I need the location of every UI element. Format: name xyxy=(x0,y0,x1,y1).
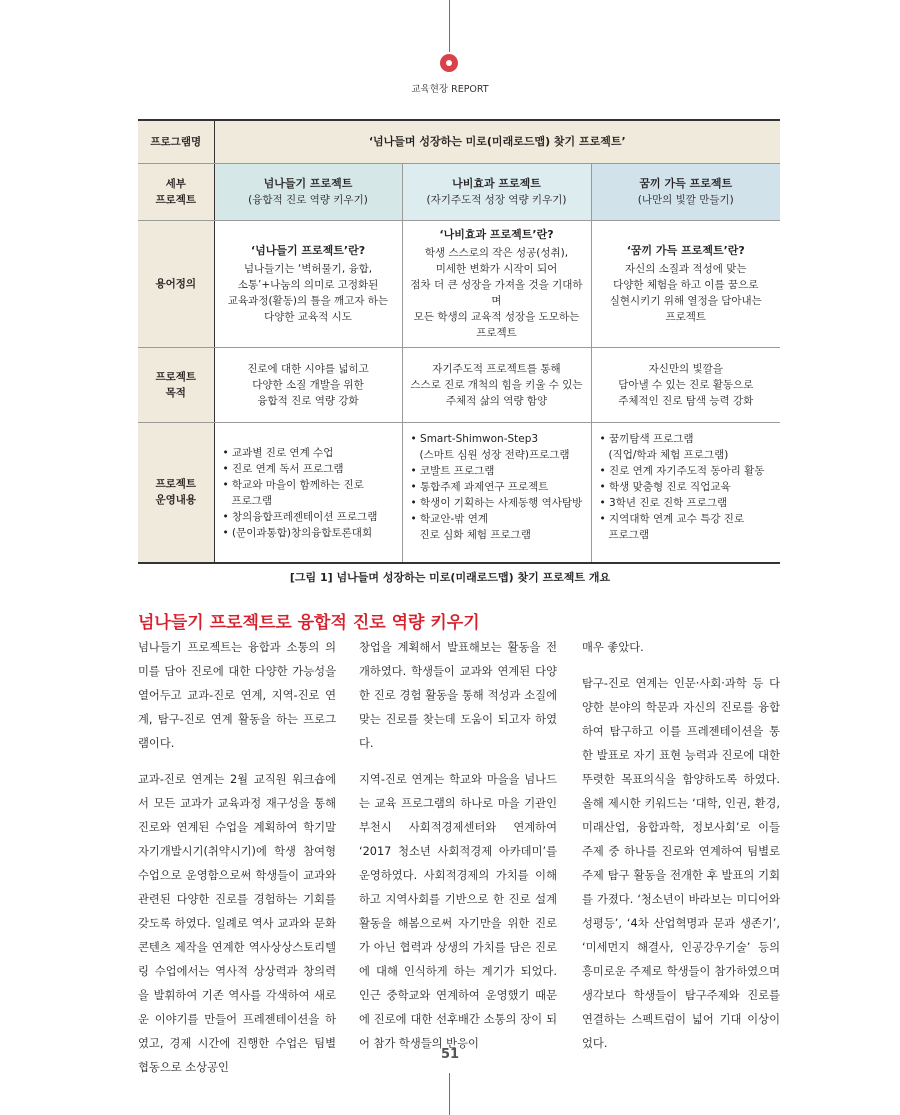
project-name: 넘나들기 프로젝트 xyxy=(263,176,353,190)
list-item: • 통합주제 과제연구 프로젝트 xyxy=(410,480,549,493)
figure-caption: [그림 1] 넘나들며 성장하는 미로(미래로드맵) 찾기 프로젝트 개요 xyxy=(289,571,611,584)
bottom-decorative-line xyxy=(449,1073,450,1115)
purpose-cell-3: 자신만의 빛깔을 담아낼 수 있는 진로 활동으로 주체적인 진로 탐색 능력 강화 xyxy=(591,347,780,422)
row-header-operations: 프로젝트 운영내용 xyxy=(138,422,214,563)
body-column-2 xyxy=(359,636,557,1068)
body-column-3 xyxy=(582,636,780,1068)
list-item: • 진로 연계 독서 프로그램 xyxy=(222,463,344,476)
project-name: 꿈끼 가득 프로젝트 xyxy=(639,176,733,190)
list-item: • 창의융합프레젠테이션 프로그램 xyxy=(222,511,378,524)
definition-cell-2 xyxy=(402,220,591,347)
list-item: • Smart-Shimwon-Step3 (스마트 심원 성장 전략)프로그램 xyxy=(410,432,570,461)
list-item: • 3학년 진로 진학 프로그램 xyxy=(599,496,728,509)
project-cell-1 xyxy=(214,163,402,220)
project-subtitle: (나만의 빛깔 만들기) xyxy=(637,193,734,206)
purpose-cell-2: 자기주도적 프로젝트를 통해 스스로 진로 개척의 힘을 키울 수 있는 주체적 삶의 역량 함양 xyxy=(402,347,591,422)
project-name: 나비효과 프로젝트 xyxy=(452,176,541,190)
list-item: • 학생 맞춤형 진로 직업교육 xyxy=(599,480,731,493)
program-title: ‘넘나들며 성장하는 미로(미래로드맵) 찾기 프로젝트’ xyxy=(214,120,780,163)
purpose-cell-1: 진로에 대한 시야를 넓히고 다양한 소질 개발을 위한 융합적 진로 역량 강화 xyxy=(214,347,402,422)
row-header-definition: 용어정의 xyxy=(138,220,214,347)
row-header-program: 프로그램명 xyxy=(138,120,214,163)
project-cell-2 xyxy=(402,163,591,220)
body-column-1 xyxy=(138,636,336,1092)
operations-cell-1 xyxy=(214,422,402,563)
project-subtitle: (자기주도적 성장 역량 키우기) xyxy=(426,193,567,206)
row-header-subprojects: 세부 프로젝트 xyxy=(138,163,214,220)
paragraph: 창업을 계획해서 발표해보는 활동을 전개하였다. 학생들이 교과와 연계된 다양한 진로 경험 활동을 통해 적성과 소질에 맞는 진로를 찾는데 도움이 되고자 하였다. xyxy=(359,641,557,750)
list-item: • 코발트 프로그램 xyxy=(410,464,495,477)
operations-cell-2 xyxy=(402,422,591,563)
section-title: 넘나들기 프로젝트로 융합적 진로 역량 키우기 xyxy=(138,613,480,633)
top-decorative-line xyxy=(449,0,450,52)
project-cell-3 xyxy=(591,163,780,220)
paragraph: 매우 좋았다. xyxy=(582,641,644,654)
section-marker-icon xyxy=(440,54,458,72)
row-header-purpose: 프로젝트 목적 xyxy=(138,347,214,422)
list-item: • 지역대학 연계 교수 특강 진로 프로그램 xyxy=(599,512,745,541)
paragraph: 탐구-진로 연계는 인문·사회·과학 등 다양한 분야의 학문과 자신의 진로를 융합하여 탐구하고 이를 프레젠테이션을 통한 발표로 자기 표현 능력과 진로에 대한 뚜렷한 목표의식을 함양하도록 하였다. 올해 제시한 키워드는 ‘대학, 인권, 환경, 미래산업, 융합과학, 정보사회’로 이들 주제 중 하나를 진로와 연계하여 팀별로 주제 탐구 활동을 전개한 후 발표의 기회를 가졌다. ‘청소년이 바라보는 미디어와 성평등’, ‘4차 산업혁명과 문과 생존기’, ‘미세먼지 해결사, 인공강우기술’ 등의 흥미로운 주제로 학생들이 참가하였으며 생각보다 학생들이 탐구주제와 진로를 연결하는 스펙트럼이 넓어 기대 이상이었다. xyxy=(582,677,780,1050)
list-item: • 학생이 기획하는 사제동행 역사탐방 xyxy=(410,496,583,509)
list-item: • (문이과통합)창의융합토론대회 xyxy=(222,527,373,540)
list-item: • 학교안-밖 연계 진로 심화 체험 프로그램 xyxy=(410,512,531,541)
definition-cell-3 xyxy=(591,220,780,347)
project-overview-table xyxy=(138,119,780,564)
definition-text: 자신의 소질과 적성에 맞는 다양한 체험을 하고 이를 꿈으로 실현시키기 위해 열정을 담아내는 프로젝트 xyxy=(609,262,762,323)
definition-title: ‘넘나들기 프로젝트’란? xyxy=(250,243,366,257)
paragraph: 넘나들기 프로젝트는 융합과 소통의 의미를 담아 진로에 대한 다양한 가능성을 열어두고 교과-진로 연계, 지역-진로 연계, 탐구-진로 연계 활동을 하는 프로그램이다. xyxy=(138,641,336,750)
definition-title: ‘나비효과 프로젝트’란? xyxy=(439,227,554,241)
paragraph: 교과-진로 연계는 2월 교직원 워크숍에서 모든 교과가 교육과정 재구성을 통해 진로와 연계된 수업을 계획하여 학기말 자기개발시기(취약시기)에 학생 참여형 수업으로 운영함으로써 학생들이 교과와 관련된 다양한 진로를 경험하는 기회를 갖도록 하였다. 일례로 역사 교과와 문화콘텐츠 제작을 연계한 역사상상스토리텔링 수업에서는 역사적 상상력과 창의력을 발휘하여 기존 역사를 각색하여 새로운 이야기를 만들어 프레젠테이션을 하였고, 경제 시간에 진행한 수업은 팀별 협동으로 소상공인 xyxy=(138,773,336,1074)
definition-cell-1 xyxy=(214,220,402,347)
list-item: • 학교와 마을이 함께하는 진로 프로그램 xyxy=(222,479,364,508)
project-subtitle: (융합적 진로 역량 키우기) xyxy=(248,193,368,206)
operations-cell-3 xyxy=(591,422,780,563)
list-item: • 교과별 진로 연계 수업 xyxy=(222,447,334,460)
definition-text: 넘나들기는 ‘벽허물기, 융합, 소통’+나눔의 의미로 고정화된 교육과정(활동)의 틀을 깨고자 하는 다양한 교육적 시도 xyxy=(227,262,389,323)
running-header: 교육현장 REPORT xyxy=(411,84,489,95)
definition-title: ‘꿈끼 가득 프로젝트’란? xyxy=(626,243,745,257)
list-item: • 진로 연계 자기주도적 동아리 활동 xyxy=(599,464,765,477)
page-number: 51 xyxy=(440,1047,460,1062)
paragraph: 지역-진로 연계는 학교와 마을을 넘나드는 교육 프로그램의 하나로 마을 기관인 부천시 사회적경제센터와 연계하여 ‘2017 청소년 사회적경제 아카데미’를 운영하였다. 사회적경제의 가치를 이해하고 지역사회를 기반으로 한 진로 설계 활동을 해봄으로써 자기만을 위한 진로가 아닌 협력과 상생의 가치를 담은 진로에 대해 인식하게 하는 계기가 되었다. 인근 중학교와 연계하여 운영했기 때문에 진로에 대한 선후배간 소통의 장이 되어 참가 학생들의 반응이 xyxy=(359,773,557,1050)
list-item: • 꿈끼탐색 프로그램 (직업/학과 체험 프로그램) xyxy=(599,432,729,461)
definition-text: 학생 스스로의 작은 성공(성취), 미세한 변화가 시작이 되어 점차 더 큰 성장을 가져올 것을 기대하며 모든 학생의 교육적 성장을 도모하는 프로젝트 xyxy=(410,246,583,339)
